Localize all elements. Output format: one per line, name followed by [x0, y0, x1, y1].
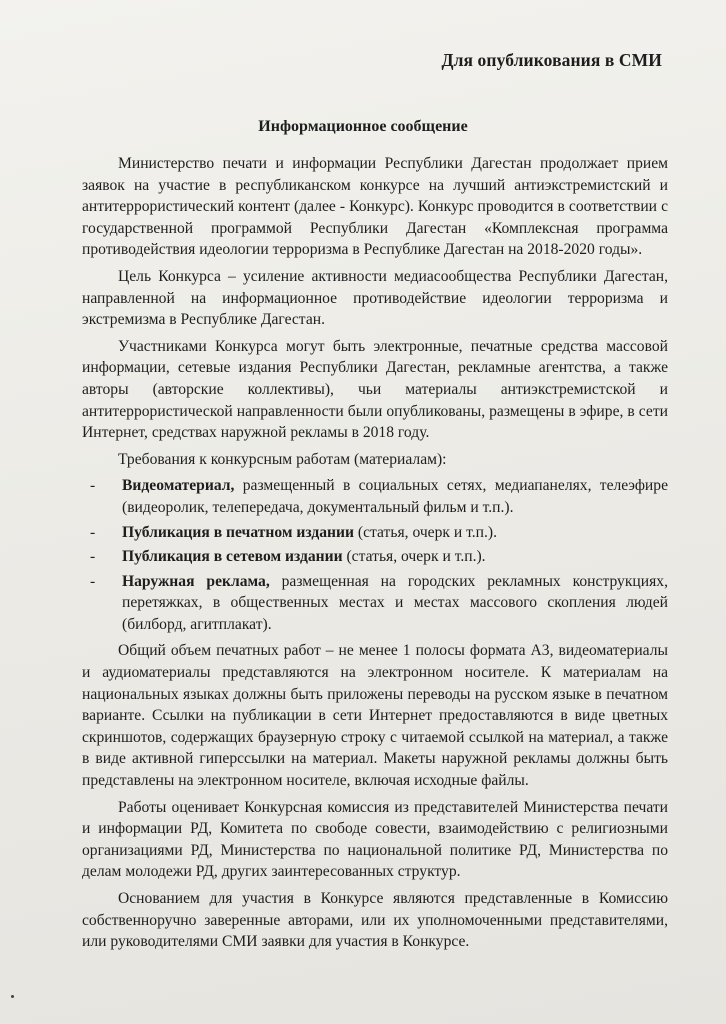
requirement-title: Наружная реклама,	[122, 572, 270, 590]
requirement-text: размещенный в социальных сетях, медиапанелях, телеэфире (видеоролик, телепередача, документальный фильм и т.п.).	[122, 477, 668, 516]
document-title: Информационное сообщение	[258, 118, 468, 135]
list-dash: -	[90, 572, 96, 590]
list-dash: -	[90, 548, 96, 566]
requirement-item	[82, 522, 668, 544]
paragraph-participants: Участниками Конкурса могут быть электронные, печатные средства массовой информации, сетевые издания Республики Дагестан, рекламные агентства, а также авторы (авторские коллективы), чьи материалы антиэкстремистской и антитеррористической направленности были опубликованы, размещены в эфире, в сети Интернет, средствах наружной рекламы в 2018 году.	[82, 337, 668, 442]
requirement-text: (статья, очерк и т.п.).	[342, 548, 486, 566]
list-dash: -	[90, 523, 96, 541]
requirement-text: (статья, очерк и т.п.).	[354, 523, 497, 541]
paragraph-volume: Общий объем печатных работ – не менее 1 полосы формата А3, видеоматериалы и аудиоматериалы представляются на электронном носителе. К материалам на национальных языках должны быть приложены переводы на русском языке в печатном варианте. Ссылки на публикации в сети Интернет предоставляются в виде цветных скриншотов, содержащих браузерную строку с читаемой ссылкой на материал, а также в виде активной гиперссылки на материал. Макеты наружной рекламы должны быть представлены на электронном носителе, включая исходные файлы.	[82, 642, 668, 790]
publication-note: Для опубликования в СМИ	[441, 50, 662, 70]
requirement-title: Публикация в сетевом издании	[122, 548, 343, 566]
document-body	[82, 153, 668, 958]
paragraph-requirements-heading: Требования к конкурсным работам (материалам):	[118, 450, 447, 468]
paragraph-goal: Цель Конкурса – усиление активности медиасообщества Республики Дагестан, направленной на информационное противодействие идеологии терроризма и экстремизма в Республике Дагестан.	[82, 267, 668, 329]
paragraph-basis: Основанием для участия в Конкурсе являются представленные в Комиссию собственноручно заверенные авторами, или их уполномоченными представителями, или руководителями СМИ заявки для участия в Конкурсе.	[82, 890, 668, 951]
paragraph-commission: Работы оценивает Конкурсная комиссия из представителей Министерства печати и информации РД, Комитета по свободе совести, взаимодействию с религиозными организациями РД, Министерства по национальной политике РД, Министерства по делам молодежи РД, других заинтересованных структур.	[82, 798, 668, 881]
requirement-item	[82, 571, 668, 636]
requirements-list	[82, 475, 668, 635]
requirement-item	[82, 546, 668, 568]
list-dash: -	[90, 477, 96, 495]
requirement-item	[82, 475, 668, 518]
paper-speck	[11, 995, 14, 998]
requirement-title: Видеоматериал,	[122, 477, 235, 495]
requirement-title: Публикация в печатном издании	[122, 523, 355, 541]
requirement-text: размещенная на городских рекламных конструкциях, перетяжках, в общественных местах и местах массового скопления людей (билборд, агитплакат).	[122, 572, 668, 633]
paragraph-intro: Министерство печати и информации Республики Дагестан продолжает прием заявок на участие в республиканском конкурсе на лучший антиэкстремистский и антитеррористический контент (далее - Конкурс). Конкурс проводится в соответствии с государственной программой Республики Дагестан «Комплексная программа противодействия идеологии терроризма в Республике Дагестан на 2018-2020 годы».	[82, 155, 668, 259]
